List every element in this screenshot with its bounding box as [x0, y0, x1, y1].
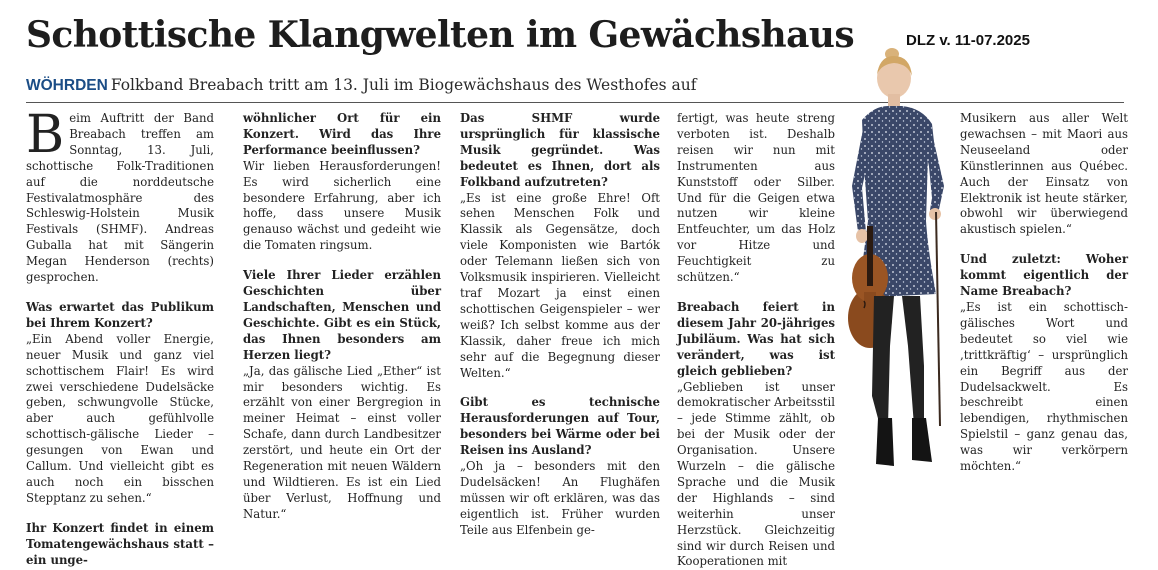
question-4: Das SHMF wurde ursprünglich für klassische Musik gegründet. Was bedeutet es Ihnen, dort als Folkband aufzutreten?: [460, 111, 660, 191]
intro-text: eim Auftritt der Band Breabach treffen am Sonntag, 13. Juli, schottische Folk-Traditionen auf die norddeutsche Festivalatmosphäre des Schleswig-Holstein Musik Festivals (SHMF). Andreas Guballa hat mit Sängerin Megan Henderson (rechts) gesprochen.: [26, 111, 214, 284]
headline: Schottische Klangwelten im Gewächshaus: [26, 14, 854, 56]
question-6: Breabach feiert in diesem Jahr 20-jähriges Jubiläum. Was hat sich verändert, was ist gleich geblieben?: [677, 300, 835, 380]
column-2: [243, 111, 441, 481]
question-2-end: wöhnlicher Ort für ein Konzert. Wird das Ihre Performance beeinflussen?: [243, 111, 441, 159]
subheadline: [26, 76, 696, 95]
subheadline-text: Folkband Breabach tritt am 13. Juli im Biogewächshaus des Westhofes auf: [111, 76, 697, 94]
question-7: Und zuletzt: Woher kommt eigentlich der Name Breabach?: [960, 252, 1128, 300]
column-4: [677, 111, 835, 481]
singer-photo: [828, 46, 968, 476]
column-3: [460, 111, 660, 481]
dropcap: B: [26, 113, 64, 157]
answer-5: „Oh ja – besonders mit den Dudelsäcken! An Flughäfen müssen wir oft erklären, was das eigentlich ist. Früher wurden Teile aus Elfenbein ge-: [460, 459, 660, 539]
location-label: WÖHRDEN: [26, 77, 108, 94]
answer-6: „Geblieben ist unser demokratischer Arbeitsstil – jede Stimme zählt, ob bei der Musik oder der Organisation. Unsere Wurzeln – die gälische Sprache und die Musik der Highlands – sind weiterhin unser Herzstück. Gleichzeitig sind wir durch Reisen und Kooperationen mit: [677, 380, 835, 570]
column-1: [26, 111, 214, 481]
answer-7: „Es ist ein schottisch-gälisches Wort und bedeutet so viel wie ‚trittkräftig‘ – ursprünglich ein Begriff aus der Dudelsackwelt. Es beschreibt einen lebendigen, rhythmischen Spielstil – ganz genau das, was wir verkörpern möchten.“: [960, 300, 1128, 475]
question-5: Gibt es technische Herausforderungen auf Tour, besonders bei Wärme oder bei Reisen ins Ausland?: [460, 395, 660, 459]
column-5: [960, 111, 1128, 481]
answer-2: Wir lieben Herausforderungen! Es wird sicherlich eine besondere Erfahrung, aber ich hoffe, dass unsere Musik genauso wächst und gedeiht wie die Tomaten ringsum.: [243, 159, 441, 254]
intro-paragraph: [26, 111, 214, 286]
answer-4: „Es ist eine große Ehre! Oft sehen Menschen Folk und Klassik als Gegensätze, doch viele Komponisten wie Bartók oder Telemann ließen sich von Volksmusik inspirieren. Vielleicht traf Mozart ja einst einen schottischen Geigenspieler – wer weiß? Ich selbst komme aus der Klassik, daher freue ich mich sehr auf die Begegnung dieser Welten.“: [460, 191, 660, 382]
answer-5-continued: fertigt, was heute streng verboten ist. Deshalb reisen wir nun mit Instrumenten aus Kunststoff oder Silber. Und für die Geigen etwa nutzen wir kleine Entfeuchter, um das Holz vor Hitze und Feuchtigkeit zu schützen.“: [677, 111, 835, 286]
answer-6-continued: Musikern aus aller Welt gewachsen – mit Maori aus Neuseeland oder Künstlerinnen aus Québec. Auch der Einsatz von Elektronik ist heute stärker, obwohl wir überwiegend akustisch spielen.“: [960, 111, 1128, 238]
question-2-start: Ihr Konzert findet in einem Tomatengewächshaus statt – ein unge-: [26, 521, 214, 569]
answer-1: „Ein Abend voller Energie, neuer Musik und ganz viel schottischem Flair! Es wird zwei verschiedene Dudelsäcke geben, schwungvolle Stücke, aber auch gefühlvolle schottisch-gälische Lieder – gesungen von Ewan und Callum. Und vielleicht gibt es auch noch ein bisschen Stepptanz zu sehen.“: [26, 332, 214, 507]
question-3: Viele Ihrer Lieder erzählen Geschichten über Landschaften, Menschen und Geschichte. Gibt es ein Stück, das Ihnen besonders am Herzen liegt?: [243, 268, 441, 363]
question-1: Was erwartet das Publikum bei Ihrem Konzert?: [26, 300, 214, 332]
answer-3: „Ja, das gälische Lied „Ether“ ist mir besonders wichtig. Es erzählt von einer Bergregion in meiner Heimat – einst voller Schafe, dann durch Landbesitzer zerstört, und heute ein Ort der Regeneration mit neuen Wäldern und Wildtieren. Es ist ein Lied über Verlust, Hoffnung und Natur.“: [243, 364, 441, 523]
source-stamp: DLZ v. 11-07.2025: [906, 32, 1030, 49]
